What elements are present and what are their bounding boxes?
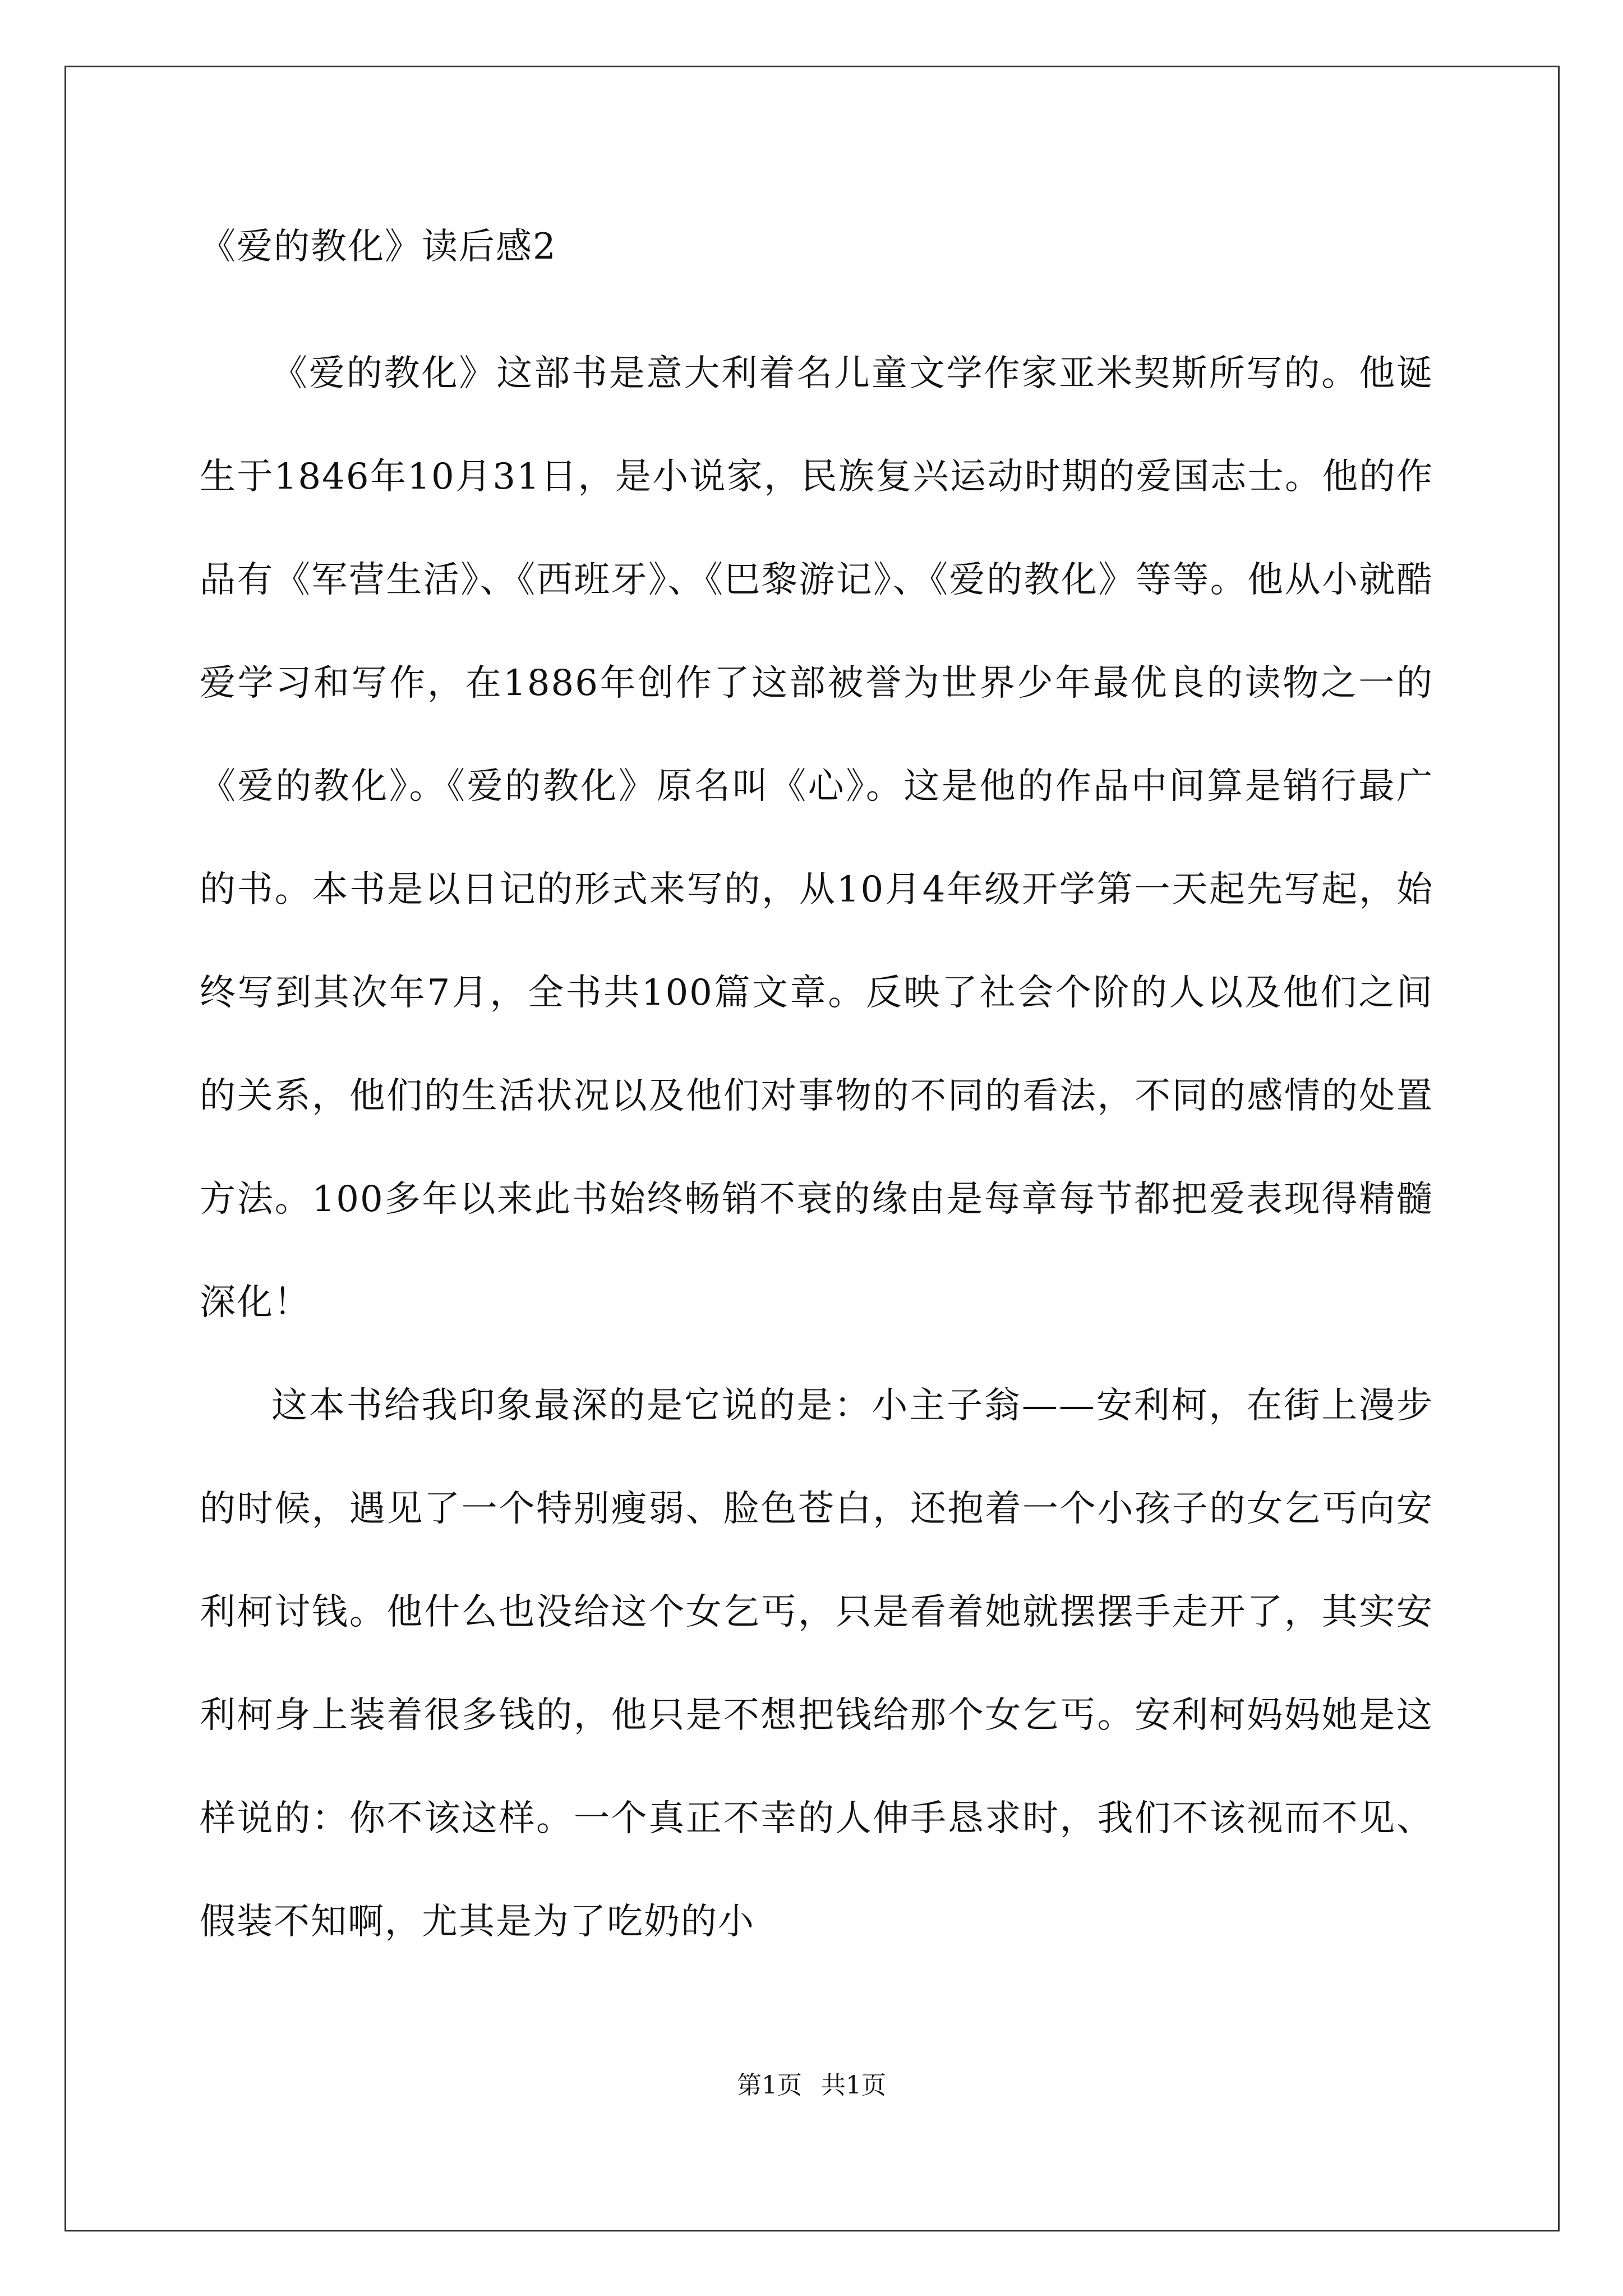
page-number: 第1页 xyxy=(737,2071,802,2100)
page-footer xyxy=(0,2069,1623,2102)
paragraph-2: 这本书给我印象最深的是它说的是：小主子翁——安利柯，在街上漫步的时候，遇见了一个特别瘦弱、脸色苍白，还抱着一个小孩子的女乞丐向安利柯讨钱。他什么也没给这个女乞丐，只是看着她就摆摆手走开了，其实安利柯身上装着很多钱的，他只是不想把钱给那个女乞丐。安利柯妈妈她是这样说的：你不该这样。一个真正不幸的人伸手恳求时，我们不该视而不见、假装不知啊，尤其是为了吃奶的小 xyxy=(200,1385,1433,1943)
paragraph-1: 《爱的教化》这部书是意大利着名儿童文学作家亚米契斯所写的。他诞生于1846年10月31日，是小说家，民族复兴运动时期的爱国志士。他的作品有《军营生活》、《西班牙》、《巴黎游记》、《爱的教化》等等。他从小就酷爱学习和写作，在1886年创作了这部被誉为世界少年最优良的读物之一的《爱的教化》。《爱的教化》原名叫《心》。这是他的作品中间算是销行最广的书。本书是以日记的形式来写的，从10月4年级开学第一天起先写起，始终写到其次年7月，全书共100篇文章。反映了社会个阶的人以及他们之间的关系，他们的生活状况以及他们对事物的不同的看法，不同的感情的处置方法。100多年以来此书始终畅销不衰的缘由是每章每节都把爱表现得精髓深化！ xyxy=(200,353,1433,1323)
page-total: 共1页 xyxy=(821,2071,886,2100)
document-title: 《爱的教化》读后感2 xyxy=(200,226,557,268)
document-body xyxy=(200,219,1433,1973)
